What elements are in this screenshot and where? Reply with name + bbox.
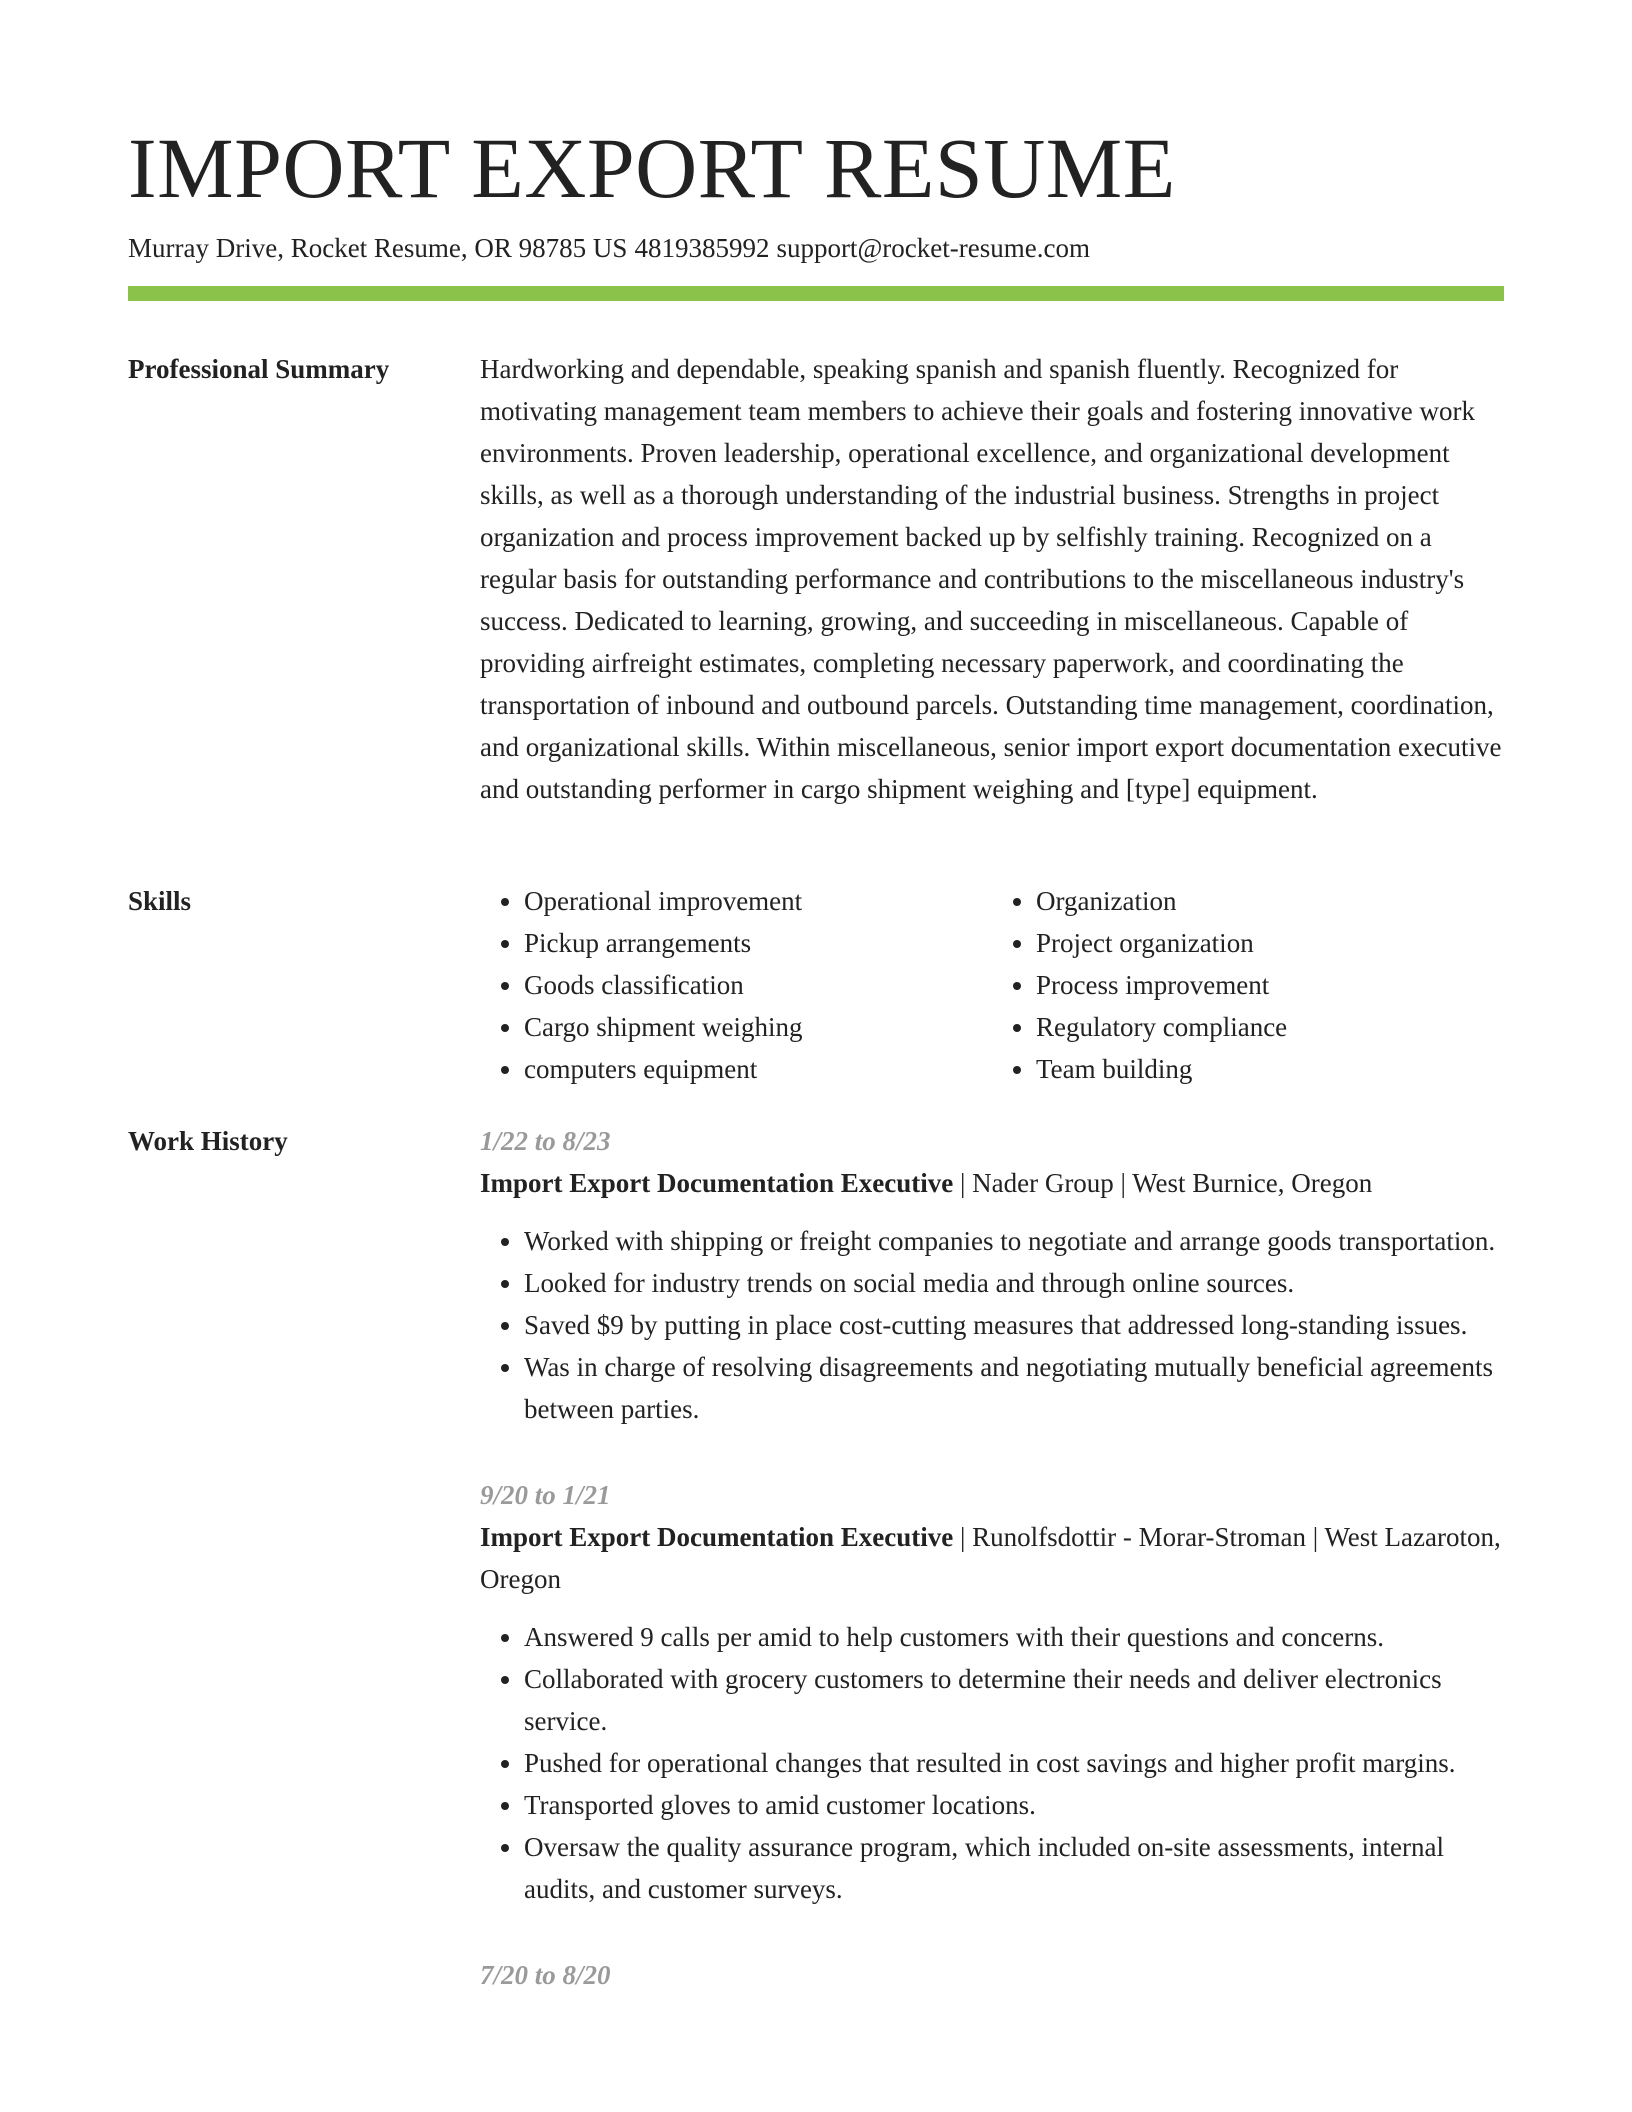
skill-item: • computers equipment <box>524 1048 992 1090</box>
resume-title: IMPORT EXPORT RESUME <box>128 120 1176 216</box>
job-entry <box>480 1474 1504 1910</box>
job-dates: 1/22 to 8/23 <box>480 1126 611 1156</box>
job-bullets <box>480 1616 1504 1910</box>
summary-label: Professional Summary <box>128 354 390 384</box>
skill-item: • Team building <box>1036 1048 1504 1090</box>
contact-address: Murray Drive, Rocket Resume, OR 98785 US <box>128 233 628 263</box>
job-details: | Runolfsdottir - Morar-Stroman | West Lazaroton, Oregon <box>480 1522 1501 1594</box>
skill-item: • Goods classification <box>524 964 992 1006</box>
job-heading <box>480 1516 1504 1600</box>
contact-line <box>128 230 1090 266</box>
skill-item: • Organization <box>1036 880 1504 922</box>
job-bullet: • Answered 9 calls per amid to help customers with their questions and concerns. <box>524 1616 1504 1658</box>
job-dates: 7/20 to 8/20 <box>480 1960 611 1990</box>
summary-body <box>480 348 1504 810</box>
skill-item: • Project organization <box>1036 922 1504 964</box>
job-bullets <box>480 1220 1504 1430</box>
skills-body <box>480 880 1504 1090</box>
summary-text: Hardworking and dependable, speaking spanish and spanish fluently. Recognized for motivating management team members to achieve their goals and fostering innovative work environments. Proven leadership, operational excellence, and organizational development skills, as well as a thorough understanding of the industrial business. Strengths in project organization and process improvement backed up by selfishly training. Recognized on a regular basis for outstanding performance and contributions to the miscellaneous industry's success. Dedicated to learning, growing, and succeeding in miscellaneous. Capable of providing airfreight estimates, completing necessary paperwork, and coordinating the transportation of inbound and outbound parcels. Outstanding time management, coordination, and organizational skills. Within miscellaneous, senior import export documentation executive and outstanding performer in cargo shipment weighing and [type] equipment. <box>480 354 1502 804</box>
contact-phone: 4819385992 <box>634 233 770 263</box>
job-bullet: • Worked with shipping or freight companies to negotiate and arrange goods transportation. <box>524 1220 1504 1262</box>
job-bullet: • Was in charge of resolving disagreements and negotiating mutually beneficial agreements between parties. <box>524 1346 1504 1430</box>
work-history-body <box>480 1120 1504 1996</box>
skill-item: • Process improvement <box>1036 964 1504 1006</box>
job-dates: 9/20 to 1/21 <box>480 1480 611 1510</box>
job-title: Import Export Documentation Executive <box>480 1168 954 1198</box>
job-title: Import Export Documentation Executive <box>480 1522 954 1552</box>
skills-list-right <box>992 880 1504 1090</box>
job-bullet: • Collaborated with grocery customers to determine their needs and deliver electronics service. <box>524 1658 1504 1742</box>
job-bullet: • Transported gloves to amid customer locations. <box>524 1784 1504 1826</box>
job-heading <box>480 1162 1504 1204</box>
skills-list-left <box>480 880 992 1090</box>
skills-columns <box>480 880 1504 1090</box>
skill-item: • Regulatory compliance <box>1036 1006 1504 1048</box>
job-bullet: • Oversaw the quality assurance program, which included on-site assessments, internal audits, and customer surveys. <box>524 1826 1504 1910</box>
contact-email: support@rocket-resume.com <box>776 233 1090 263</box>
work-history-label: Work History <box>128 1126 288 1156</box>
skill-item: • Operational improvement <box>524 880 992 922</box>
skill-item: • Pickup arrangements <box>524 922 992 964</box>
job-bullet: • Pushed for operational changes that resulted in cost savings and higher profit margins. <box>524 1742 1504 1784</box>
job-bullet: • Saved $9 by putting in place cost-cutting measures that addressed long-standing issues. <box>524 1304 1504 1346</box>
skill-item: • Cargo shipment weighing <box>524 1006 992 1048</box>
job-entry <box>480 1954 1504 1996</box>
skills-label: Skills <box>128 886 192 916</box>
job-details: | Nader Group | West Burnice, Oregon <box>953 1168 1373 1198</box>
job-entry <box>480 1120 1504 1430</box>
job-bullet: • Looked for industry trends on social media and through online sources. <box>524 1262 1504 1304</box>
accent-divider <box>128 286 1504 301</box>
